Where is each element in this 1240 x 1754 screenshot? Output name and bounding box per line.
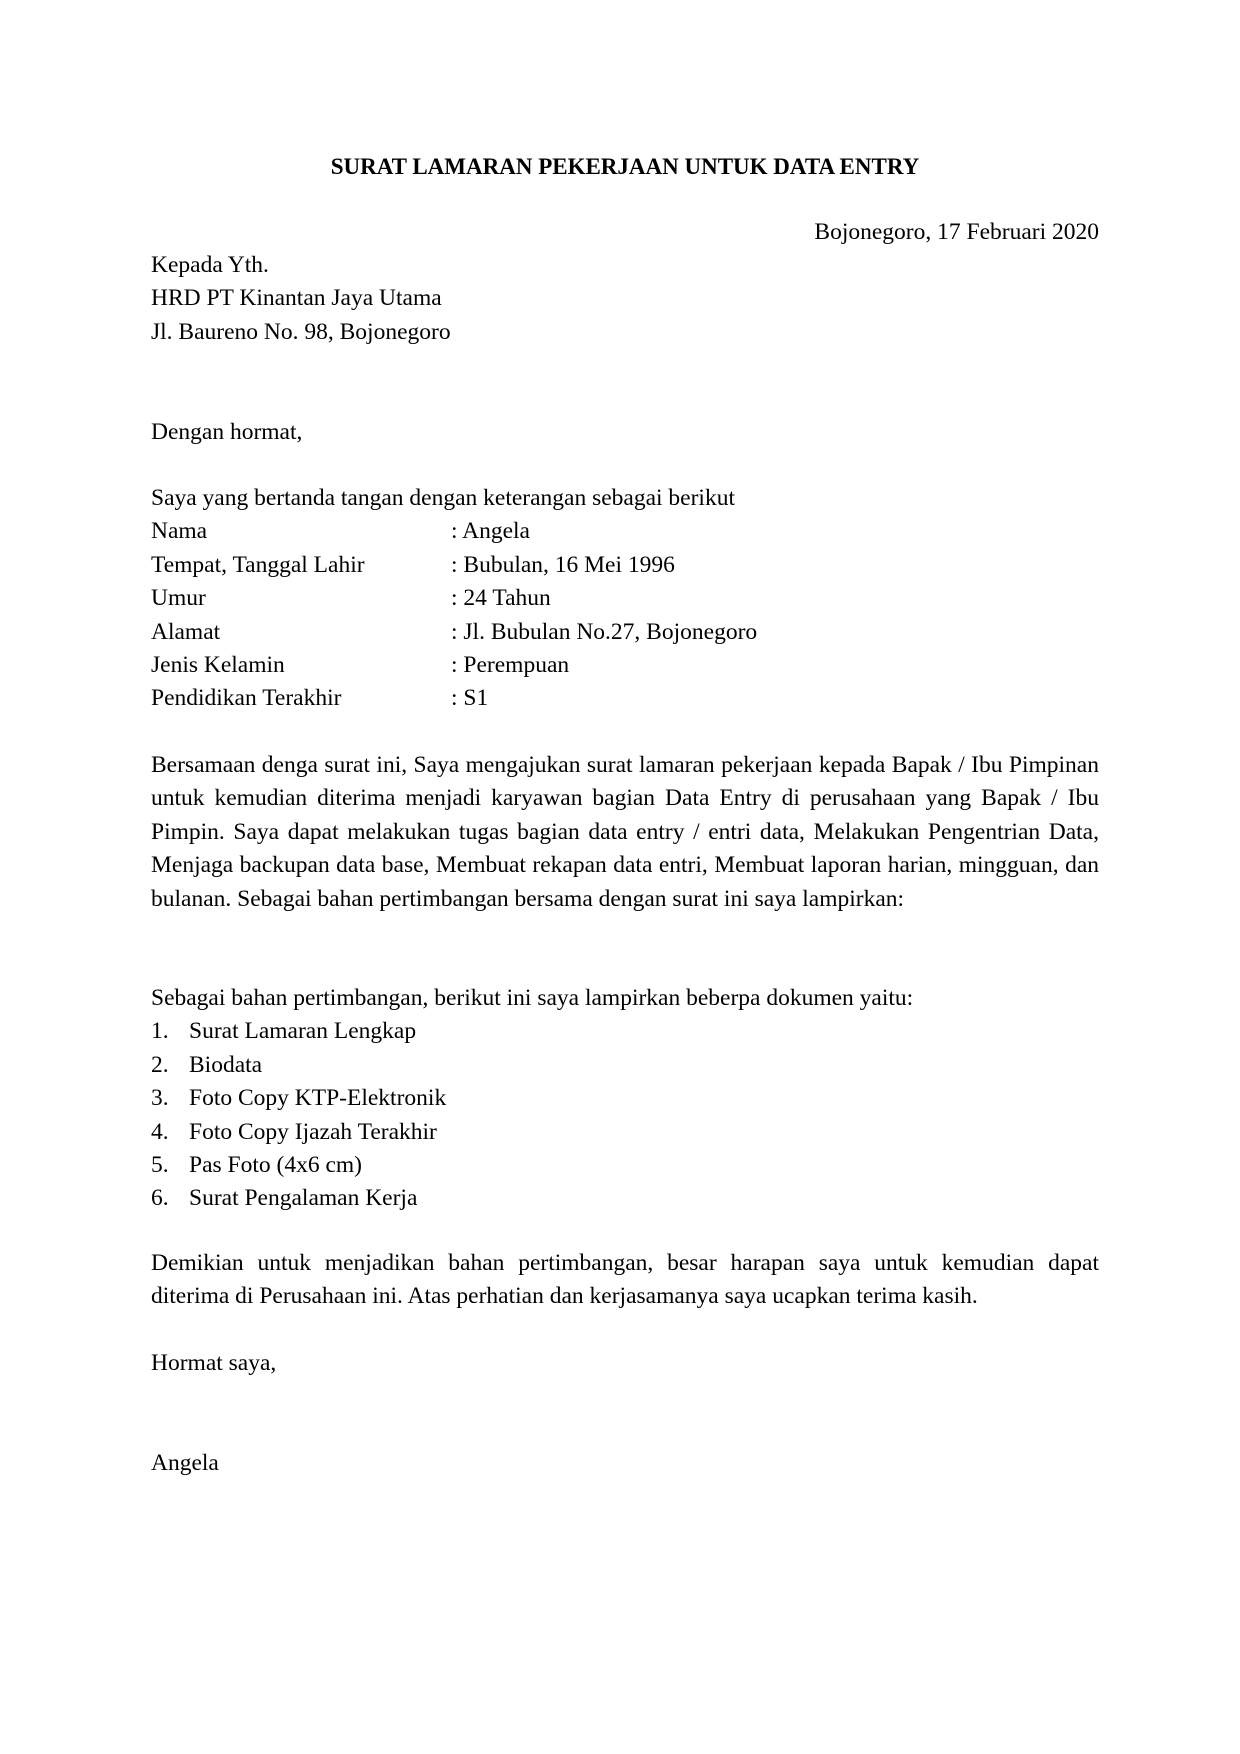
recipient-block — [151, 249, 1099, 349]
greeting: Dengan hormat, — [151, 419, 303, 445]
attachment-item — [151, 1116, 1099, 1149]
recipient-address: Jl. Baureno No. 98, Bojonegoro — [151, 318, 451, 345]
identity-row-pendidikan — [151, 682, 1099, 715]
identity-label: Jenis Kelamin — [151, 652, 285, 679]
signature-name: Angela — [151, 1450, 219, 1476]
identity-intro: Saya yang bertanda tangan dengan keterangan sebagai berikut — [151, 485, 735, 511]
identity-value: : Angela — [451, 518, 530, 545]
identity-row-nama — [151, 515, 1099, 548]
attachment-text: Foto Copy KTP-Elektronik — [189, 1085, 447, 1112]
attachment-text: Surat Lamaran Lengkap — [189, 1018, 417, 1045]
attachment-item — [151, 1182, 1099, 1215]
identity-row-jenis-kelamin — [151, 649, 1099, 682]
body-paragraph: Bersamaan denga surat ini, Saya mengajukan surat lamaran pekerjaan kepada Bapak / Ibu Pimpinan untuk kemudian diterima menjadi karyawan bagian Data Entry di perusahaan yang Bapak / Ibu Pimpin. Saya dapat melakukan tugas bagian data entry / entri data, Melakukan Pengentrian Data, Menjaga backupan data base, Membuat rekapan data entri, Membuat laporan harian, mingguan, dan bulanan. Sebagai bahan pertimbangan bersama dengan surat ini saya lampirkan: — [151, 752, 1099, 912]
identity-label: Umur — [151, 585, 206, 612]
attachment-number: 6. — [151, 1185, 169, 1212]
identity-label: Tempat, Tanggal Lahir — [151, 551, 365, 578]
attachment-item — [151, 1015, 1099, 1048]
attachment-text: Surat Pengalaman Kerja — [189, 1185, 418, 1212]
attachment-number: 5. — [151, 1152, 169, 1179]
identity-value: : Perempuan — [451, 652, 570, 679]
attachment-number: 3. — [151, 1085, 169, 1112]
recipient-company: HRD PT Kinantan Jaya Utama — [151, 285, 442, 312]
sign-off: Hormat saya, — [151, 1350, 277, 1376]
attachment-text: Pas Foto (4x6 cm) — [189, 1152, 362, 1179]
attachment-item — [151, 1049, 1099, 1082]
identity-value: : 24 Tahun — [451, 585, 551, 612]
closing-paragraph: Demikian untuk menjadikan bahan pertimbangan, besar harapan saya untuk kemudian dapat diterima di Perusahaan ini. Atas perhatian dan kerjasamanya saya ucapkan terima kasih. — [151, 1250, 1099, 1310]
identity-row-umur — [151, 582, 1099, 615]
identity-row-ttl — [151, 549, 1099, 582]
attachment-number: 2. — [151, 1051, 169, 1078]
attachment-number: 1. — [151, 1018, 169, 1045]
recipient-salutation: Kepada Yth. — [151, 252, 269, 278]
identity-section — [151, 482, 1099, 716]
attachment-item — [151, 1149, 1099, 1182]
identity-value: : S1 — [451, 685, 489, 712]
letter-title: SURAT LAMARAN PEKERJAAN UNTUK DATA ENTRY — [330, 154, 920, 179]
identity-row-alamat — [151, 616, 1099, 649]
attachments-section — [151, 982, 1099, 1216]
place-date: Bojonegoro, 17 Februari 2020 — [814, 219, 1099, 245]
identity-value: : Jl. Bubulan No.27, Bojonegoro — [451, 618, 758, 645]
attachment-text: Foto Copy Ijazah Terakhir — [189, 1118, 437, 1145]
attachment-item — [151, 1082, 1099, 1115]
attachment-text: Biodata — [189, 1051, 263, 1078]
identity-label: Pendidikan Terakhir — [151, 685, 342, 712]
identity-label: Nama — [151, 518, 208, 545]
identity-label: Alamat — [151, 618, 221, 645]
attachments-intro: Sebagai bahan pertimbangan, berikut ini saya lampirkan beberpa dokumen yaitu: — [151, 985, 914, 1011]
attachment-number: 4. — [151, 1118, 169, 1145]
identity-value: : Bubulan, 16 Mei 1996 — [451, 551, 675, 578]
